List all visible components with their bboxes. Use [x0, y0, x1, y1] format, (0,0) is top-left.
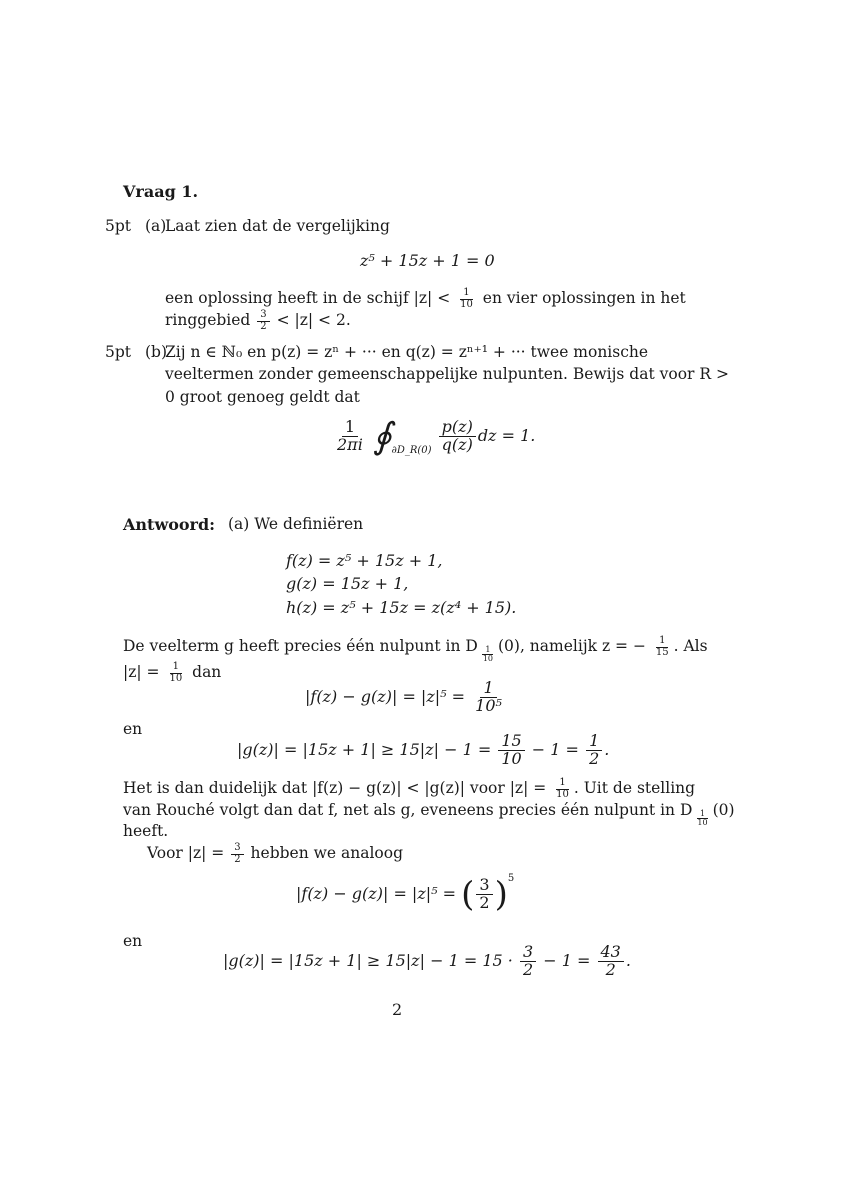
- equation-3: |f(z) − g(z)| = |z|⁵ = ( $\frac{3}{2}$ )$^5$: [296, 873, 515, 915]
- answer-para1-line1: De veelterm g heeft precies één nulpunt in D $_{\frac{1}{10}}$ (0), namelijk z = − $\frac{1}{15}$ . Als: [123, 635, 708, 663]
- fraction-1-2pii: $\frac{1}{2\pi i}$: [337, 417, 363, 454]
- integral-rhs: dz = 1.: [477, 426, 536, 445]
- question-heading: Vraag 1.: [123, 182, 199, 201]
- answer-heading: Antwoord:: [123, 515, 216, 534]
- part-a-text-line2: [165, 310, 351, 332]
- answer-para3: Voor |z| = $\frac{3}{2}$ hebben we analoog: [147, 842, 404, 865]
- answer-para2-line2: van Rouché volgt dan dat f, net als g, eveneens precies één nulpunt in D $_{\frac{1}{10}}$ (0): [123, 801, 735, 827]
- part-b-integral: [332, 416, 535, 457]
- contour-subscript: ∂D_R(0): [391, 445, 432, 456]
- text-segment: een oplossing heeft in de schijf |z| <: [165, 289, 451, 307]
- part-a-label: (a): [145, 217, 167, 235]
- text-segment: < |z| < 2.: [276, 311, 351, 329]
- text-segment: en vier oplossingen in het: [482, 289, 686, 307]
- equation-2: |g(z)| = |15z + 1| ≥ 15|z| − 1 = $\frac{15}{10}$ − 1 = $\frac{1}{2}$ .: [237, 731, 610, 768]
- definition-h: h(z) = z⁵ + 15z = z(z⁴ + 15).: [286, 598, 517, 617]
- definition-f: f(z) = z⁵ + 15z + 1,: [286, 551, 443, 570]
- part-b-line3: 0 groot genoeg geldt dat: [165, 388, 360, 406]
- equation-4: |g(z)| = |15z + 1| ≥ 15|z| − 1 = 15 · $\frac{3}{2}$ − 1 = $\frac{43}{2}$ .: [223, 942, 631, 979]
- fraction-1-10: $\frac{1}{10}$: [460, 287, 473, 310]
- fraction-p-over-q: $\frac{p(z)}{q(z)}$: [439, 419, 476, 454]
- answer-para2-line1: Het is dan duidelijk dat |f(z) − g(z)| < |g(z)| voor |z| = $\frac{1}{10}$ . Uit de stelling: [123, 777, 696, 800]
- part-a-equation: z⁵ + 15z + 1 = 0: [360, 251, 495, 270]
- text-segment: ringgebied: [165, 311, 251, 329]
- part-b-line1: Zij n ∈ ℕ₀ en p(z) = zⁿ + ··· en q(z) = zⁿ⁺¹ + ··· twee monische: [165, 343, 649, 361]
- answer-en-1: en: [123, 720, 143, 738]
- part-a-points: 5pt: [105, 217, 132, 235]
- answer-para2-line3: heeft.: [123, 822, 169, 840]
- page-number: 2: [392, 1000, 403, 1019]
- fraction-3-2: $\frac{3}{2}$: [257, 310, 269, 332]
- answer-intro: (a) We definiëren: [228, 515, 364, 533]
- part-a-intro: Laat zien dat de vergelijking: [165, 217, 390, 235]
- part-b-points: 5pt: [105, 343, 132, 361]
- answer-en-2: en: [123, 932, 143, 950]
- definition-g: g(z) = 15z + 1,: [286, 574, 409, 593]
- part-b-label: (b): [145, 343, 168, 361]
- part-a-text-line1: [165, 288, 686, 310]
- contour-integral-symbol: ∮: [372, 416, 392, 457]
- answer-para1-line2: |z| = $\frac{1}{10}$ dan: [123, 661, 222, 684]
- part-b-line2: veeltermen zonder gemeenschappelijke nulpunten. Bewijs dat voor R >: [165, 365, 729, 383]
- equation-1: |f(z) − g(z)| = |z|⁵ = $\frac{1}{\text{10⁵}}$: [305, 678, 502, 715]
